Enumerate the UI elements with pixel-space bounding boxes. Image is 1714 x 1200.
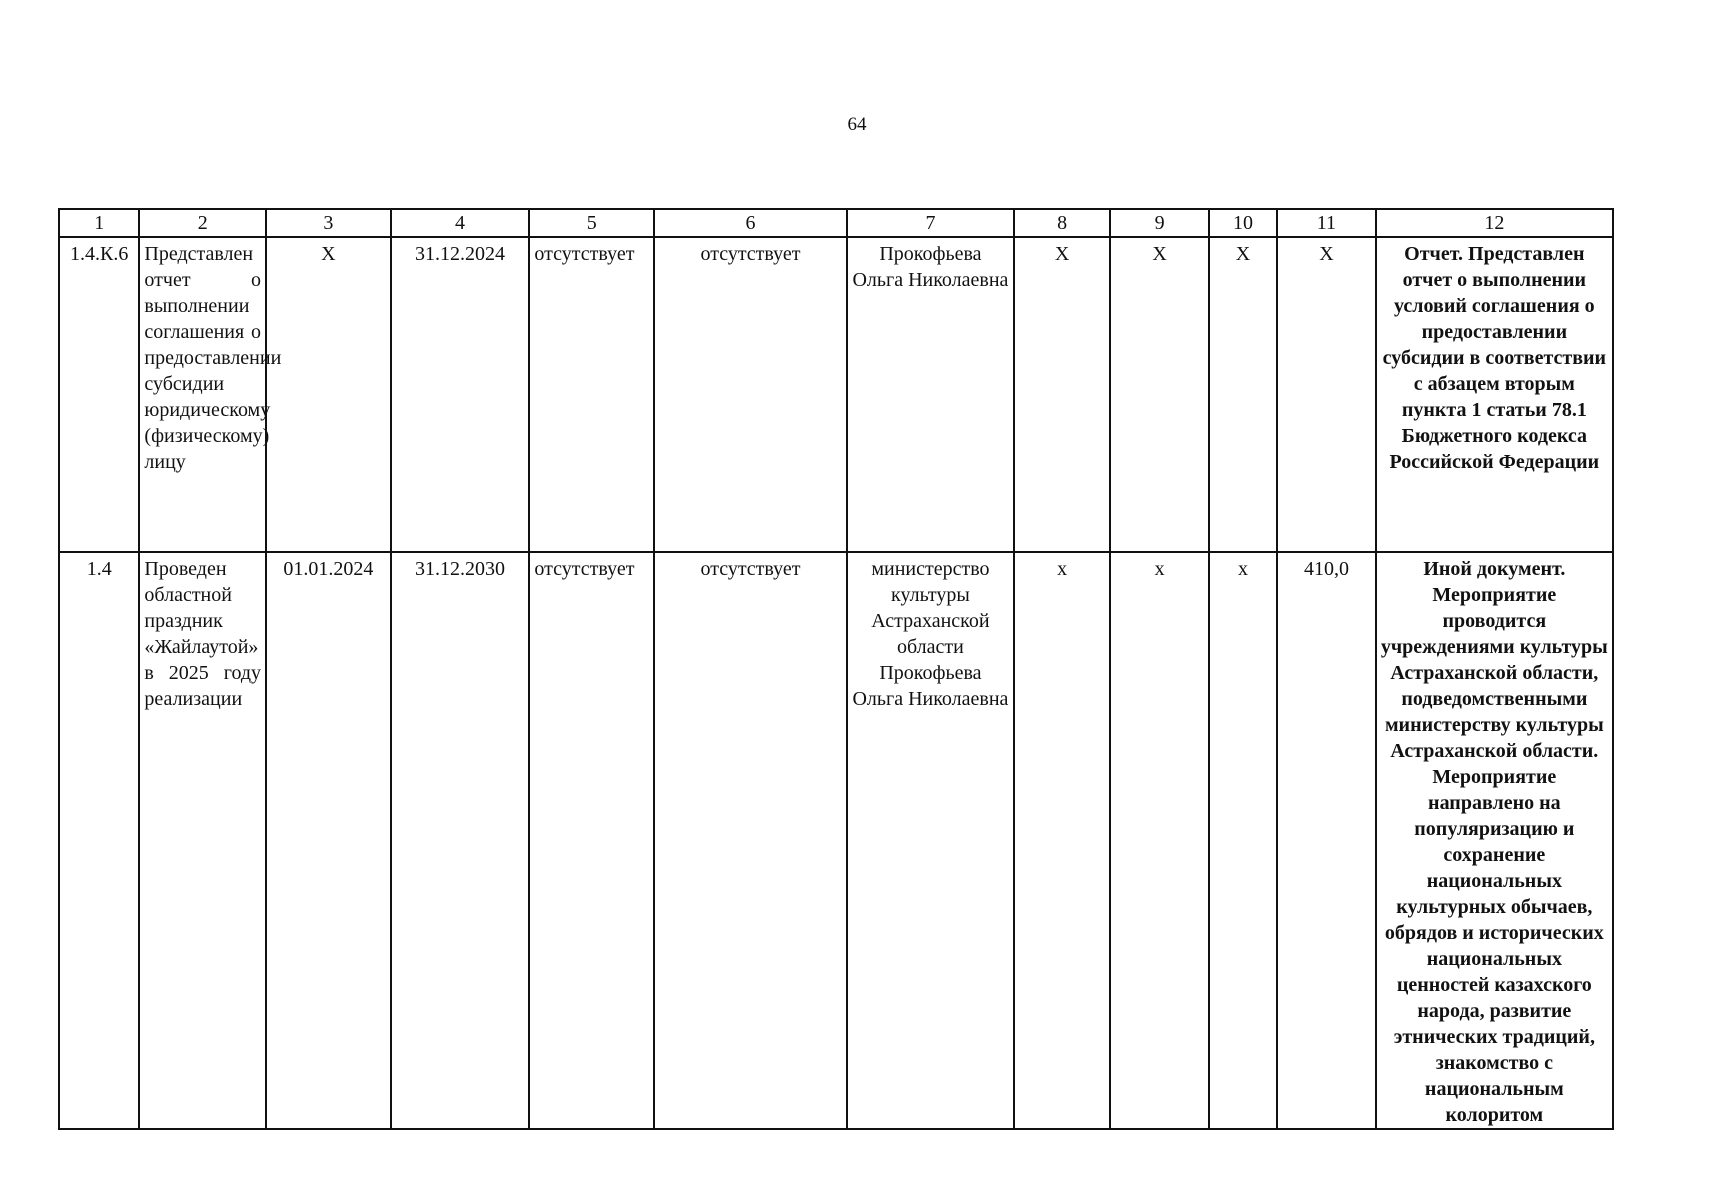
responsible-cell: министерство культуры Астраханской области Прокофьева Ольга Николаевна bbox=[847, 552, 1014, 1129]
header-cell: 12 bbox=[1376, 209, 1613, 237]
table-header-row bbox=[59, 209, 1613, 237]
header-cell: 9 bbox=[1110, 209, 1209, 237]
row-number-cell: 1.4 bbox=[59, 552, 139, 1129]
end-date-cell: 31.12.2024 bbox=[391, 237, 530, 552]
col6-cell: отсутствует bbox=[654, 552, 847, 1129]
start-date-cell: X bbox=[266, 237, 391, 552]
header-cell: 4 bbox=[391, 209, 530, 237]
header-cell: 8 bbox=[1014, 209, 1110, 237]
page-number: 64 bbox=[847, 114, 867, 135]
col6-cell: отсутствует bbox=[654, 237, 847, 552]
result-name-cell: Проведен областной праздник «Жайлаутой» в 2025 году реализации bbox=[139, 552, 266, 1129]
events-table bbox=[58, 208, 1614, 1130]
document-cell: Отчет. Представлен отчет о выполнении условий соглашения о предоставлении субсидии в соответствии с абзацем вторым пункта 1 статьи 78.1 Бюджетного кодекса Российской Федерации bbox=[1376, 237, 1613, 552]
col10-cell: x bbox=[1209, 552, 1277, 1129]
end-date-cell: 31.12.2030 bbox=[391, 552, 530, 1129]
header-cell: 7 bbox=[847, 209, 1014, 237]
header-cell: 6 bbox=[654, 209, 847, 237]
col8-cell: x bbox=[1014, 552, 1110, 1129]
header-cell: 10 bbox=[1209, 209, 1277, 237]
result-name-cell: Представлен отчет о выполнении соглашения о предоставлении субсидии юридическому (физическому) лицу bbox=[139, 237, 266, 552]
col8-cell: X bbox=[1014, 237, 1110, 552]
start-date-cell: 01.01.2024 bbox=[266, 552, 391, 1129]
col11-cell: 410,0 bbox=[1277, 552, 1376, 1129]
table-row bbox=[59, 552, 1613, 1129]
header-cell: 1 bbox=[59, 209, 139, 237]
header-cell: 5 bbox=[529, 209, 654, 237]
responsible-cell: Прокофьева Ольга Николаевна bbox=[847, 237, 1014, 552]
row-number-cell: 1.4.К.6 bbox=[59, 237, 139, 552]
col5-cell: отсутствует bbox=[529, 237, 654, 552]
document-cell: Иной документ. Мероприятие проводится учреждениями культуры Астраханской области, подведомственными министерству культуры Астраханской области. Мероприятие направлено на популяризацию и сохранение национальных культурных обычаев, обрядов и исторических национальных ценностей казахского народа, развитие этнических традиций, знакомство с национальным колоритом bbox=[1376, 552, 1613, 1129]
col9-cell: x bbox=[1110, 552, 1209, 1129]
col11-cell: X bbox=[1277, 237, 1376, 552]
col10-cell: X bbox=[1209, 237, 1277, 552]
header-cell: 11 bbox=[1277, 209, 1376, 237]
header-cell: 2 bbox=[139, 209, 266, 237]
col9-cell: X bbox=[1110, 237, 1209, 552]
header-cell: 3 bbox=[266, 209, 391, 237]
col5-cell: отсутствует bbox=[529, 552, 654, 1129]
table-row bbox=[59, 237, 1613, 552]
